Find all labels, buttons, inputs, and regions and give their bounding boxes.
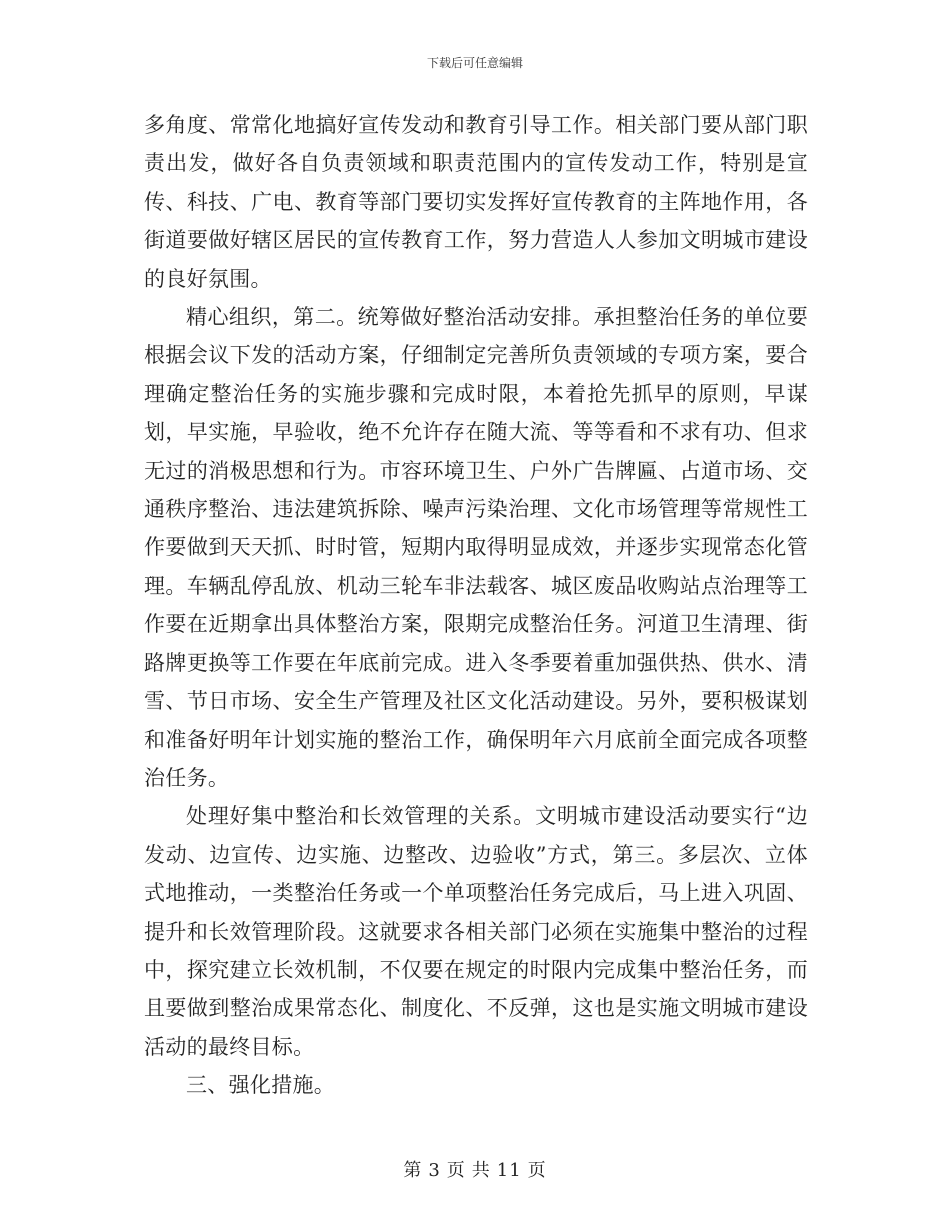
footer-label-total-unit: 页 xyxy=(527,1160,547,1181)
paragraph-4: 三、强化措施。 xyxy=(186,1073,336,1098)
paragraph-3: 处理好集中整治和长效管理的关系。文明城市建设活动要实行“边发动、边宣传、边实施、边整改、边验收”方式，第三。多层次、立体式地推动，一类整治任务或一个单项整治任务完成后，马上进入巩固、提升和长效管理阶段。这就要求各相关部门必须在实施集中整治的过程中，探究建立长效机制，不仅要在规定的时限内完成集中整治任务，而且要做到整治成果常态化、制度化、不反弹，这也是实施文明城市建设活动的最终目标。 xyxy=(144,804,808,1059)
footer-label-page: 第 xyxy=(403,1160,423,1181)
footer-label-total: 共 xyxy=(471,1160,491,1181)
header-note: 下载后可任意编辑 xyxy=(426,56,523,70)
document-body xyxy=(144,106,808,1105)
footer-total-pages: 11 xyxy=(496,1160,522,1181)
paragraph-1: 多角度、常常化地搞好宣传发动和教育引导工作。相关部门要从部门职责出发，做好各自负责领域和职责范围内的宣传发动工作，特别是宣传、科技、广电、教育等部门要切实发挥好宣传教育的主阵地作用，各街道要做好辖区居民的宣传教育工作，努力营造人人参加文明城市建设的良好氛围。 xyxy=(144,113,808,291)
footer-current-page: 3 xyxy=(428,1160,441,1181)
paragraph-2: 精心组织，第二。统筹做好整治活动安排。承担整治任务的单位要根据会议下发的活动方案，仔细制定完善所负责领域的专项方案，要合理确定整治任务的实施步骤和完成时限，本着抢先抓早的原则，早谋划，早实施，早验收，绝不允许存在随大流、等等看和不求有功、但求无过的消极思想和行为。市容环境卫生、户外广告牌匾、占道市场、交通秩序整治、违法建筑拆除、噪声污染治理、文化市场管理等常规性工作要做到天天抓、时时管，短期内取得明显成效，并逐步实现常态化管理。车辆乱停乱放、机动三轮车非法载客、城区废品收购站点治理等工作要在近期拿出具体整治方案，限期完成整治任务。河道卫生清理、街路牌更换等工作要在年底前完成。进入冬季要着重加强供热、供水、清雪、节日市场、安全生产管理及社区文化活动建设。另外，要积极谋划和准备好明年计划实施的整治工作，确保明年六月底前全面完成各项整治任务。 xyxy=(144,305,808,790)
footer-label-page-unit: 页 xyxy=(446,1160,466,1181)
page-footer xyxy=(0,1156,950,1182)
